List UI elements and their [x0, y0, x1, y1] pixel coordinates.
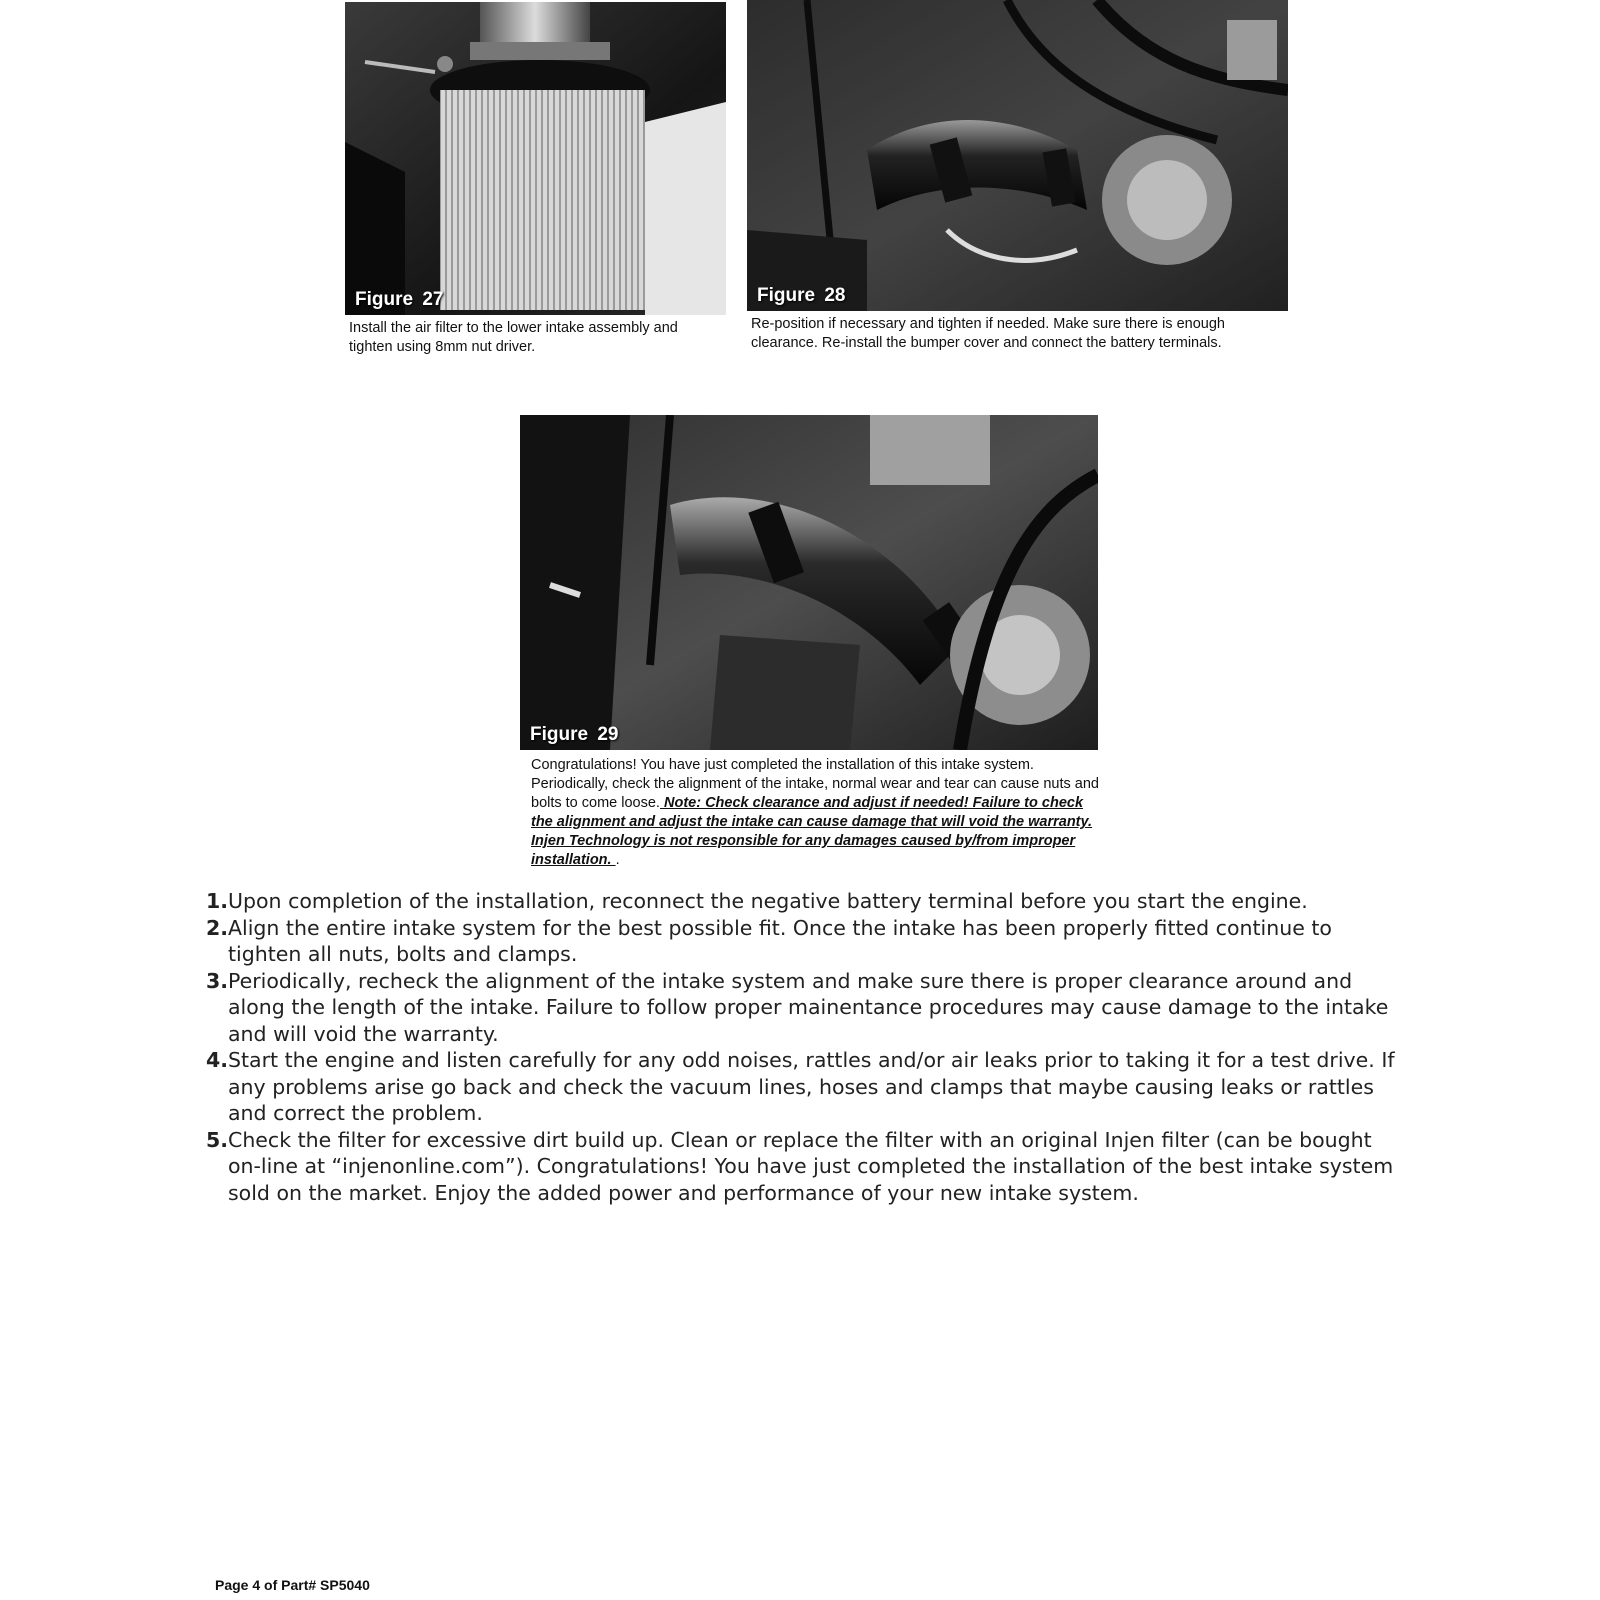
step-text: Align the entire intake system for the best possible fit. Once the intake has been properly fitted continue to tighten all nuts, bolts and clamps. — [228, 915, 1332, 966]
list-item — [206, 888, 1406, 915]
step-number: 5. — [206, 1127, 229, 1152]
figure-27-photo — [345, 2, 726, 315]
step-text: Start the engine and listen carefully for any odd noises, rattles and/or air leaks prior to taking it for a test drive. If any problems arise go back and check the vacuum lines, hoses and clamps that maybe causing leaks or rattles and correct the problem. — [228, 1048, 1395, 1125]
figure-label: Figure 27 — [355, 289, 444, 310]
step-text: Upon completion of the installation, reconnect the negative battery terminal before you start the engine. — [228, 889, 1308, 913]
step-number: 3. — [206, 968, 229, 993]
list-item — [206, 915, 1406, 968]
figure-29-photo — [520, 415, 1098, 750]
figure-label: Figure 28 — [757, 285, 846, 306]
installed-intake-photo — [520, 415, 1098, 750]
engine-bay-photo — [747, 0, 1288, 311]
figure-29-caption — [531, 756, 1101, 870]
air-filter-photo — [345, 2, 726, 315]
list-item — [206, 1047, 1406, 1127]
figure-label: Figure 29 — [530, 724, 619, 745]
warranty-warning: Note: Check clearance and adjust if needed! Failure to check the alignment and adjust the intake can cause damage that will void the warranty. Injen Technology is not responsible for any damages caused by/from improper installation. — [531, 795, 1093, 868]
caption-end: . — [615, 852, 620, 868]
figure-27-caption: Install the air filter to the lower intake assembly and tighten using 8mm nut driver. — [349, 320, 678, 355]
list-item — [206, 968, 1406, 1048]
step-text: Periodically, recheck the alignment of the intake system and make sure there is proper clearance around and along the length of the intake. Failure to follow proper mainentance procedures may cause damage to the intake and will void the warranty. — [228, 968, 1389, 1046]
step-number: 2. — [206, 915, 229, 940]
step-text: Check the filter for excessive dirt build up. Clean or replace the filter with an original Injen filter (can be bought on-line at “injenonline.com”). Congratulations! You have just completed the installation of the best intake system sold on the market. Enjoy the added power and performance of your new intake system. — [228, 1127, 1394, 1205]
list-item — [206, 1127, 1406, 1207]
caption-intro: Congratulations! You have just completed the installation of this intake system. Periodically, check the alignment of the intake, normal wear and tear can cause nuts and bolts to come loose. — [531, 757, 1099, 811]
figure-28-photo — [747, 0, 1288, 311]
step-number: 4. — [206, 1048, 229, 1072]
step-number: 1. — [206, 889, 229, 913]
figure-28-caption: Re-position if necessary and tighten if needed. Make sure there is enough clearance. Re-install the bumper cover and connect the battery terminals. — [751, 316, 1225, 351]
page-footer: Page 4 of Part# SP5040 — [215, 1577, 370, 1593]
final-steps-list — [206, 888, 1406, 1206]
